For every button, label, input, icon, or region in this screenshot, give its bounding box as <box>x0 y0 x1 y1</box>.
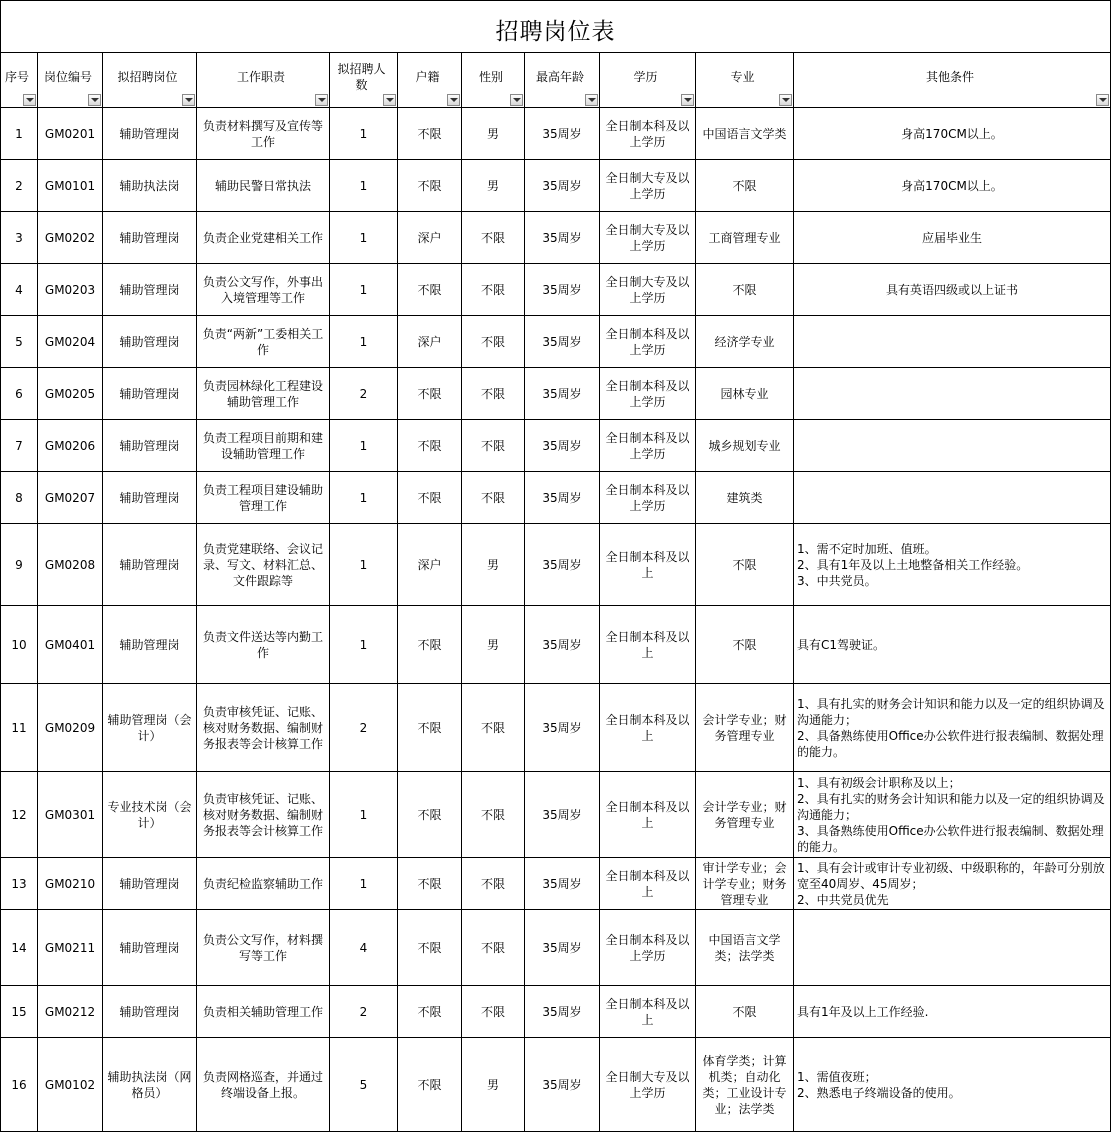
cell-age: 35周岁 <box>525 368 600 420</box>
header-row <box>1 53 1111 108</box>
cell-count: 1 <box>330 316 398 368</box>
cell-hukou: 不限 <box>398 772 462 858</box>
cell-duty: 负责工程项目建设辅助管理工作 <box>197 472 330 524</box>
cell-other <box>794 264 1111 316</box>
cell-duty: 负责网格巡查，并通过终端设备上报。 <box>197 1038 330 1132</box>
cell-count: 1 <box>330 524 398 606</box>
column-header-label: 最高年龄 <box>535 70 584 84</box>
column-header-edu <box>600 53 696 108</box>
other-condition-line: 身高170CM以上。 <box>901 126 1003 141</box>
table-row <box>1 524 1111 606</box>
cell-gender: 男 <box>462 1038 525 1132</box>
column-header-duty <box>197 53 330 108</box>
cell-no: 1 <box>1 108 38 160</box>
table-row <box>1 1038 1111 1132</box>
cell-no: 8 <box>1 472 38 524</box>
cell-count: 1 <box>330 472 398 524</box>
cell-other <box>794 472 1111 524</box>
cell-age: 35周岁 <box>525 524 600 606</box>
cell-major: 不限 <box>696 606 794 684</box>
column-header-hukou <box>398 53 462 108</box>
cell-hukou: 不限 <box>398 910 462 986</box>
cell-code: GM0203 <box>38 264 103 316</box>
cell-no: 7 <box>1 420 38 472</box>
cell-gender: 不限 <box>462 910 525 986</box>
cell-gender: 男 <box>462 524 525 606</box>
cell-major: 体育学类；计算机类；自动化类；工业设计专业；法学类 <box>696 1038 794 1132</box>
cell-gender: 男 <box>462 606 525 684</box>
cell-age: 35周岁 <box>525 1038 600 1132</box>
cell-code: GM0207 <box>38 472 103 524</box>
column-header-code <box>38 53 103 108</box>
cell-code: GM0211 <box>38 910 103 986</box>
cell-other <box>794 108 1111 160</box>
table-header <box>1 53 1111 108</box>
table-row <box>1 316 1111 368</box>
cell-other <box>794 986 1111 1038</box>
column-header-label: 拟招聘岗位 <box>117 70 178 84</box>
cell-hukou: 不限 <box>398 472 462 524</box>
other-condition-line: 身高170CM以上。 <box>901 178 1003 193</box>
cell-position: 专业技术岗（会计） <box>103 772 197 858</box>
column-header-major <box>696 53 794 108</box>
cell-edu: 全日制本科及以上学历 <box>600 108 696 160</box>
other-condition-line: 具有C1驾驶证。 <box>797 637 886 652</box>
cell-major: 会计学专业；财务管理专业 <box>696 772 794 858</box>
other-condition-line: 2、熟悉电子终端设备的使用。 <box>797 1085 961 1100</box>
cell-duty: 负责工程项目前期和建设辅助管理工作 <box>197 420 330 472</box>
cell-duty: 负责文件送达等内勤工作 <box>197 606 330 684</box>
filter-dropdown-icon[interactable] <box>585 94 598 106</box>
cell-major: 审计学专业；会计学专业；财务管理专业 <box>696 858 794 910</box>
cell-duty: 负责党建联络、会议记录、写文、材料汇总、文件跟踪等 <box>197 524 330 606</box>
other-condition-line: 具有英语四级或以上证书 <box>885 282 1018 297</box>
cell-code: GM0208 <box>38 524 103 606</box>
cell-other <box>794 772 1111 858</box>
cell-count: 1 <box>330 160 398 212</box>
cell-hukou: 深户 <box>398 316 462 368</box>
filter-dropdown-icon[interactable] <box>510 94 523 106</box>
other-condition-line: 1、具有初级会计职称及以上； <box>797 775 961 790</box>
cell-duty: 负责园林绿化工程建设辅助管理工作 <box>197 368 330 420</box>
table-row <box>1 910 1111 986</box>
cell-count: 1 <box>330 772 398 858</box>
column-header-no <box>1 53 38 108</box>
cell-gender: 不限 <box>462 316 525 368</box>
cell-gender: 不限 <box>462 858 525 910</box>
cell-other <box>794 684 1111 772</box>
cell-hukou: 不限 <box>398 986 462 1038</box>
cell-duty: 负责“两新”工委相关工作 <box>197 316 330 368</box>
cell-edu: 全日制本科及以上 <box>600 684 696 772</box>
cell-age: 35周岁 <box>525 684 600 772</box>
cell-major: 工商管理专业 <box>696 212 794 264</box>
column-header-age <box>525 53 600 108</box>
cell-no: 15 <box>1 986 38 1038</box>
cell-edu: 全日制大专及以上学历 <box>600 160 696 212</box>
cell-count: 2 <box>330 368 398 420</box>
table-row <box>1 606 1111 684</box>
cell-major: 不限 <box>696 264 794 316</box>
column-header-label: 岗位编号 <box>43 70 92 84</box>
cell-age: 35周岁 <box>525 986 600 1038</box>
cell-count: 1 <box>330 858 398 910</box>
cell-duty: 负责材料撰写及宣传等工作 <box>197 108 330 160</box>
cell-edu: 全日制本科及以上学历 <box>600 910 696 986</box>
cell-major: 中国语言文学类 <box>696 108 794 160</box>
cell-position: 辅助执法岗（网格员） <box>103 1038 197 1132</box>
cell-edu: 全日制本科及以上 <box>600 772 696 858</box>
other-condition-line: 2、具有扎实的财务会计知识和能力以及一定的组织协调及沟通能力； <box>797 791 1105 822</box>
cell-code: GM0401 <box>38 606 103 684</box>
cell-hukou: 深户 <box>398 524 462 606</box>
cell-gender: 不限 <box>462 472 525 524</box>
cell-position: 辅助管理岗 <box>103 606 197 684</box>
cell-major: 不限 <box>696 160 794 212</box>
column-header-other <box>794 53 1111 108</box>
column-header-label: 其他条件 <box>925 70 974 84</box>
cell-position: 辅助管理岗 <box>103 420 197 472</box>
cell-duty: 负责公文写作，材料撰写等工作 <box>197 910 330 986</box>
table-row <box>1 858 1111 910</box>
cell-age: 35周岁 <box>525 772 600 858</box>
cell-edu: 全日制本科及以上学历 <box>600 472 696 524</box>
column-header-label: 专业 <box>730 70 755 84</box>
cell-position: 辅助管理岗 <box>103 472 197 524</box>
cell-edu: 全日制大专及以上学历 <box>600 1038 696 1132</box>
cell-position: 辅助管理岗 <box>103 524 197 606</box>
cell-duty: 负责审核凭证、记账、核对财务数据、编制财务报表等会计核算工作 <box>197 684 330 772</box>
filter-dropdown-icon[interactable] <box>88 94 101 106</box>
cell-age: 35周岁 <box>525 212 600 264</box>
cell-age: 35周岁 <box>525 420 600 472</box>
cell-duty: 负责审核凭证、记账、核对财务数据、编制财务报表等会计核算工作 <box>197 772 330 858</box>
cell-duty: 负责纪检监察辅助工作 <box>197 858 330 910</box>
cell-count: 1 <box>330 420 398 472</box>
table-row <box>1 264 1111 316</box>
cell-code: GM0206 <box>38 420 103 472</box>
cell-gender: 男 <box>462 108 525 160</box>
cell-hukou: 不限 <box>398 264 462 316</box>
cell-duty: 辅助民警日常执法 <box>197 160 330 212</box>
filter-dropdown-icon[interactable] <box>681 94 694 106</box>
filter-dropdown-icon[interactable] <box>182 94 195 106</box>
cell-no: 5 <box>1 316 38 368</box>
cell-hukou: 不限 <box>398 160 462 212</box>
cell-gender: 不限 <box>462 772 525 858</box>
cell-age: 35周岁 <box>525 264 600 316</box>
cell-age: 35周岁 <box>525 858 600 910</box>
cell-gender: 男 <box>462 160 525 212</box>
column-header-label: 性别 <box>478 70 503 84</box>
cell-age: 35周岁 <box>525 472 600 524</box>
table-row <box>1 472 1111 524</box>
cell-no: 4 <box>1 264 38 316</box>
cell-duty: 负责公文写作，外事出入境管理等工作 <box>197 264 330 316</box>
cell-other <box>794 524 1111 606</box>
cell-edu: 全日制大专及以上学历 <box>600 212 696 264</box>
cell-age: 35周岁 <box>525 910 600 986</box>
cell-major: 经济学专业 <box>696 316 794 368</box>
column-header-position <box>103 53 197 108</box>
cell-age: 35周岁 <box>525 160 600 212</box>
cell-other <box>794 212 1111 264</box>
page-title: 招聘岗位表 <box>495 19 616 45</box>
cell-code: GM0301 <box>38 772 103 858</box>
cell-edu: 全日制本科及以上学历 <box>600 316 696 368</box>
cell-edu: 全日制本科及以上 <box>600 986 696 1038</box>
cell-no: 14 <box>1 910 38 986</box>
other-condition-line: 具有1年及以上工作经验. <box>797 1004 929 1019</box>
cell-major: 城乡规划专业 <box>696 420 794 472</box>
cell-gender: 不限 <box>462 420 525 472</box>
cell-gender: 不限 <box>462 368 525 420</box>
cell-edu: 全日制本科及以上学历 <box>600 420 696 472</box>
cell-code: GM0202 <box>38 212 103 264</box>
cell-age: 35周岁 <box>525 606 600 684</box>
cell-edu: 全日制本科及以上 <box>600 606 696 684</box>
cell-major: 园林专业 <box>696 368 794 420</box>
table-row <box>1 772 1111 858</box>
column-header-label: 拟招聘人数 <box>337 62 386 92</box>
cell-hukou: 不限 <box>398 606 462 684</box>
cell-major: 不限 <box>696 986 794 1038</box>
table-row <box>1 684 1111 772</box>
cell-age: 35周岁 <box>525 108 600 160</box>
cell-count: 5 <box>330 1038 398 1132</box>
cell-other <box>794 368 1111 420</box>
cell-position: 辅助管理岗 <box>103 910 197 986</box>
filter-dropdown-icon[interactable] <box>383 94 396 106</box>
title-bar <box>0 0 1111 53</box>
cell-position: 辅助执法岗 <box>103 160 197 212</box>
other-condition-line: 应届毕业生 <box>921 230 982 245</box>
column-header-label: 序号 <box>4 70 29 84</box>
column-header-label: 工作职责 <box>236 70 285 84</box>
cell-no: 11 <box>1 684 38 772</box>
cell-hukou: 不限 <box>398 1038 462 1132</box>
cell-edu: 全日制本科及以上 <box>600 524 696 606</box>
cell-count: 1 <box>330 264 398 316</box>
filter-dropdown-icon[interactable] <box>779 94 792 106</box>
column-header-gender <box>462 53 525 108</box>
other-condition-line: 3、中共党员。 <box>797 573 877 588</box>
cell-code: GM0204 <box>38 316 103 368</box>
cell-no: 6 <box>1 368 38 420</box>
other-condition-line: 2、具有1年及以上土地整备相关工作经验。 <box>797 557 1029 572</box>
cell-count: 2 <box>330 684 398 772</box>
column-header-label: 户籍 <box>415 70 440 84</box>
cell-gender: 不限 <box>462 212 525 264</box>
cell-major: 建筑类 <box>696 472 794 524</box>
cell-position: 辅助管理岗 <box>103 368 197 420</box>
cell-age: 35周岁 <box>525 316 600 368</box>
table-body <box>1 108 1111 1132</box>
other-condition-line: 2、中共党员优先 <box>797 892 889 907</box>
cell-count: 1 <box>330 212 398 264</box>
table-row <box>1 368 1111 420</box>
cell-code: GM0201 <box>38 108 103 160</box>
cell-other <box>794 910 1111 986</box>
cell-position: 辅助管理岗 <box>103 858 197 910</box>
cell-no: 16 <box>1 1038 38 1132</box>
cell-hukou: 不限 <box>398 368 462 420</box>
cell-no: 13 <box>1 858 38 910</box>
cell-hukou: 不限 <box>398 108 462 160</box>
cell-other <box>794 606 1111 684</box>
cell-other <box>794 420 1111 472</box>
cell-position: 辅助管理岗 <box>103 212 197 264</box>
cell-duty: 负责企业党建相关工作 <box>197 212 330 264</box>
filter-dropdown-icon[interactable] <box>447 94 460 106</box>
cell-code: GM0212 <box>38 986 103 1038</box>
cell-no: 2 <box>1 160 38 212</box>
table-row <box>1 212 1111 264</box>
cell-code: GM0101 <box>38 160 103 212</box>
table-row <box>1 420 1111 472</box>
column-header-label: 学历 <box>633 70 658 84</box>
cell-hukou: 不限 <box>398 684 462 772</box>
cell-no: 12 <box>1 772 38 858</box>
cell-code: GM0210 <box>38 858 103 910</box>
cell-major: 会计学专业；财务管理专业 <box>696 684 794 772</box>
other-condition-line: 1、需值夜班； <box>797 1069 877 1084</box>
cell-position: 辅助管理岗 <box>103 986 197 1038</box>
cell-other <box>794 858 1111 910</box>
cell-edu: 全日制大专及以上学历 <box>600 264 696 316</box>
cell-no: 3 <box>1 212 38 264</box>
cell-code: GM0102 <box>38 1038 103 1132</box>
cell-hukou: 深户 <box>398 212 462 264</box>
other-condition-line: 2、具备熟练使用Office办公软件进行报表编制、数据处理的能力。 <box>797 728 1104 759</box>
other-condition-line: 1、具有会计或审计专业初级、中级职称的，年龄可分别放宽至40周岁、45周岁； <box>797 860 1105 891</box>
table-row <box>1 160 1111 212</box>
cell-gender: 不限 <box>462 684 525 772</box>
filter-dropdown-icon[interactable] <box>23 94 36 106</box>
cell-duty: 负责相关辅助管理工作 <box>197 986 330 1038</box>
cell-position: 辅助管理岗 <box>103 108 197 160</box>
jobs-table <box>0 52 1111 1132</box>
cell-other <box>794 1038 1111 1132</box>
cell-no: 9 <box>1 524 38 606</box>
other-condition-line: 1、具有扎实的财务会计知识和能力以及一定的组织协调及沟通能力； <box>797 696 1105 727</box>
cell-code: GM0205 <box>38 368 103 420</box>
cell-count: 1 <box>330 606 398 684</box>
cell-position: 辅助管理岗 <box>103 316 197 368</box>
cell-position: 辅助管理岗 <box>103 264 197 316</box>
cell-major: 不限 <box>696 524 794 606</box>
cell-hukou: 不限 <box>398 858 462 910</box>
cell-edu: 全日制本科及以上学历 <box>600 368 696 420</box>
table-row <box>1 108 1111 160</box>
column-header-count <box>330 53 398 108</box>
cell-gender: 不限 <box>462 264 525 316</box>
cell-other <box>794 160 1111 212</box>
cell-hukou: 不限 <box>398 420 462 472</box>
filter-dropdown-icon[interactable] <box>1096 94 1109 106</box>
cell-major: 中国语言文学类；法学类 <box>696 910 794 986</box>
other-condition-line: 3、具备熟练使用Office办公软件进行报表编制、数据处理的能力。 <box>797 823 1104 854</box>
cell-other <box>794 316 1111 368</box>
cell-position: 辅助管理岗（会计） <box>103 684 197 772</box>
cell-gender: 不限 <box>462 986 525 1038</box>
other-condition-line: 1、需不定时加班、值班。 <box>797 541 937 556</box>
cell-count: 1 <box>330 108 398 160</box>
cell-code: GM0209 <box>38 684 103 772</box>
filter-dropdown-icon[interactable] <box>315 94 328 106</box>
cell-no: 10 <box>1 606 38 684</box>
cell-edu: 全日制本科及以上 <box>600 858 696 910</box>
cell-count: 2 <box>330 986 398 1038</box>
cell-count: 4 <box>330 910 398 986</box>
table-row <box>1 986 1111 1038</box>
